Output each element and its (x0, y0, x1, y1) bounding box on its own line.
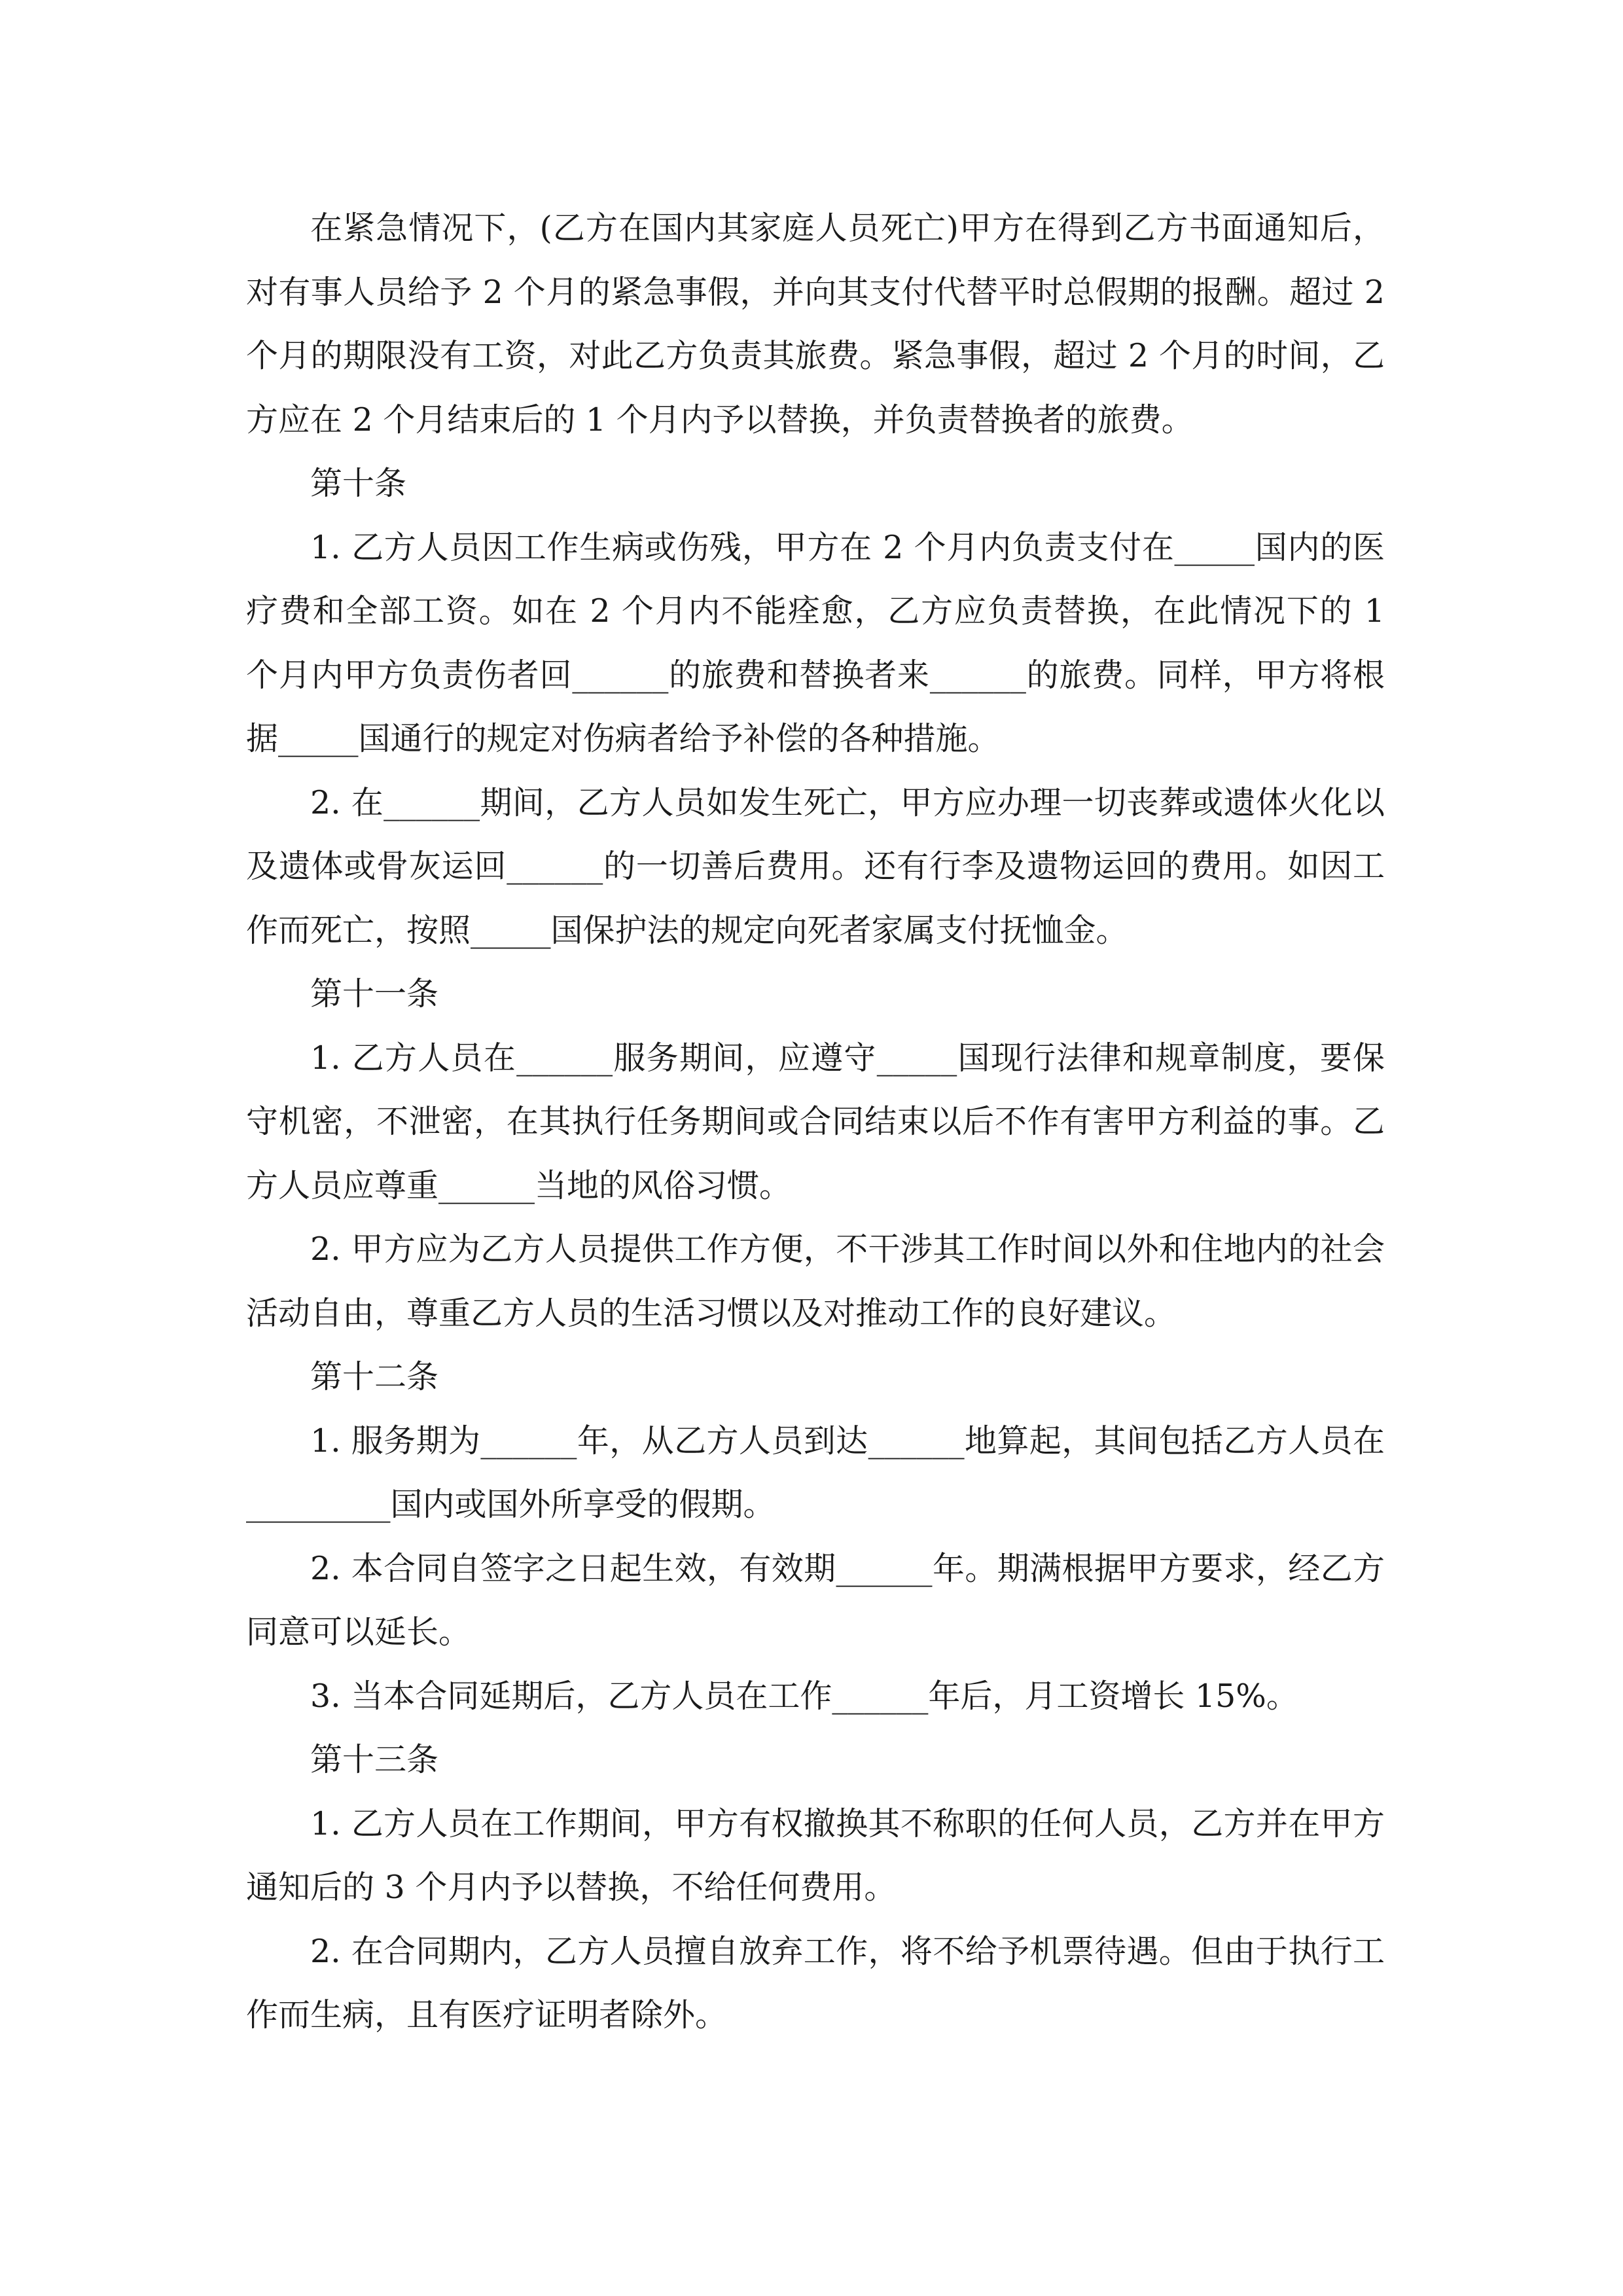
article-heading-13: 第十三条 (310, 1741, 439, 1778)
paragraph-11-1: 1. 乙方人员在______服务期间，应遵守_____国现行法律和规章制度，要保守机密，不泄密，在其执行任务期间或合同结束以后不作有害甲方利益的事。乙方人员应尊重______当地的风俗习惯。 (246, 1039, 1385, 1204)
paragraph-12-3: 3. 当本合同延期后，乙方人员在工作______年后，月工资增长 15%。 (310, 1677, 1298, 1715)
paragraph-12-1: 1. 服务期为______年，从乙方人员到达______地算起，其间包括乙方人员在_________国内或国外所享受的假期。 (246, 1422, 1385, 1523)
paragraph-10-1: 1. 乙方人员因工作生病或伤残，甲方在 2 个月内负责支付在_____国内的医疗费和全部工资。如在 2 个月内不能痊愈，乙方应负责替换，在此情况下的 1 个月内甲方负责伤者回______的旅费和替换者来______的旅费。同样，甲方将根据_____国通行的规定对伤病者给予补偿的各种措施。 (246, 528, 1395, 757)
paragraph-10-2: 2. 在______期间，乙方人员如发生死亡，甲方应办理一切丧葬或遗体火化以及遗体或骨灰运回______的一切善后费用。还有行李及遗物运回的费用。如因工作而死亡，按照_____国保护法的规定向死者家属支付抚恤金。 (246, 783, 1385, 949)
article-heading-12: 第十二条 (310, 1358, 439, 1395)
paragraph-emergency-leave: 在紧急情况下，(乙方在国内其家庭人员死亡)甲方在得到乙方书面通知后，对有事人员给予 2 个月的紧急事假，并向其支付代替平时总假期的报酬。超过 2 个月的期限没有工资，对此乙方负责其旅费。紧急事假，超过 2 个月的时间，乙方应在 2 个月结束后的 1 个月内予以替换，并负责替换者的旅费。 (246, 209, 1395, 439)
article-heading-10: 第十条 (310, 465, 407, 502)
document-body (246, 196, 1395, 2047)
paragraph-13-1: 1. 乙方人员在工作期间，甲方有权撤换其不称职的任何人员，乙方并在甲方通知后的 3 个月内予以替换，不给任何费用。 (246, 1804, 1385, 1906)
paragraph-13-2: 2. 在合同期内，乙方人员擅自放弃工作，将不给予机票待遇。但由于执行工作而生病，且有医疗证明者除外。 (246, 1932, 1385, 2034)
paragraph-12-2: 2. 本合同自签字之日起生效，有效期______年。期满根据甲方要求，经乙方同意可以延长。 (246, 1549, 1385, 1651)
paragraph-11-2: 2. 甲方应为乙方人员提供工作方便，不干涉其工作时间以外和住地内的社会活动自由，尊重乙方人员的生活习惯以及对推动工作的良好建议。 (246, 1230, 1385, 1332)
article-heading-11: 第十一条 (310, 975, 439, 1013)
